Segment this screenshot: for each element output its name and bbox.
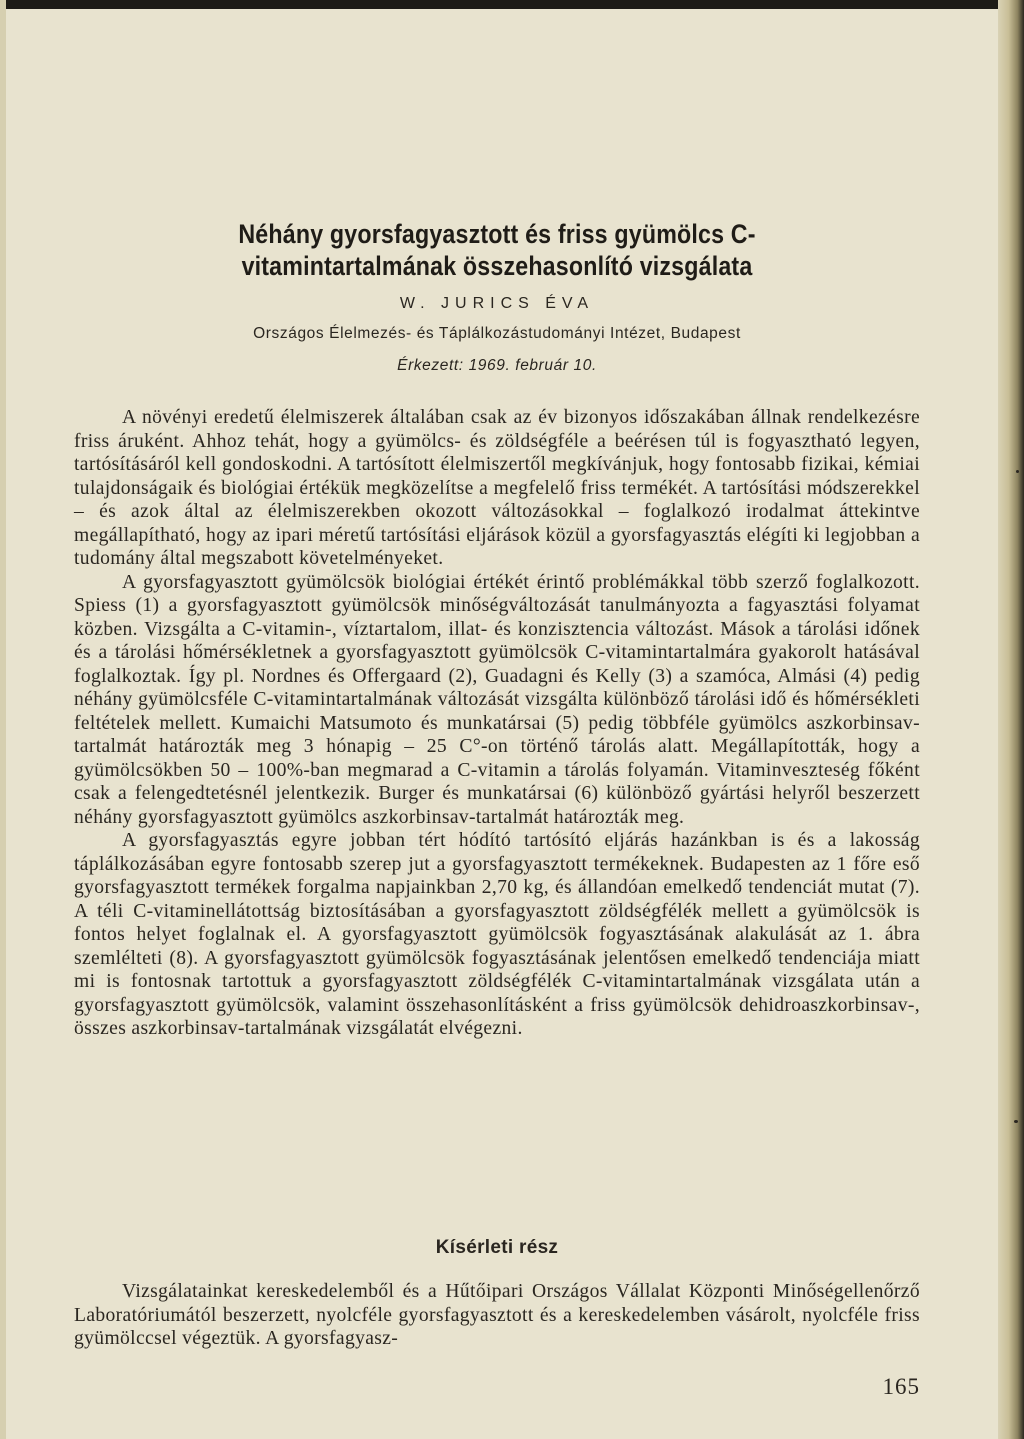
experimental-section — [74, 1280, 920, 1351]
affiliation-line: Országos Élelmezés- és Táplálkozástudományi Intézet, Budapest — [253, 325, 741, 342]
page-number: 165 — [882, 1374, 920, 1399]
author-line: W. JURICS ÉVA — [399, 295, 595, 312]
received-date: Érkezett: 1969. február 10. — [397, 357, 597, 374]
body-paragraph: A növényi eredetű élelmiszerek általában csak az év bizonyos időszakában állnak rendelkezésre friss áruként. Ahhoz tehát, hogy a gyümölcs- és zöldségféle a beérésen túl is fogyasztható legyen, tartósításáról kell gondoskodni. A tartósított élelmiszertől megkívánjuk, hogy fontosabb fizikai, kémiai tulajdonságaik és biológiai értékük megközelítse a megfelelő friss termékét. A tartósítási módszerekkel – és azok által az élelmiszerekben okozott változásokkal – foglalkozó irodalmat áttekintve megállapítható, hogy az ipari méretű tartósítási eljárások közül a gyorsfagyasztás elégíti ki legjobban a tudomány által megszabott követelményeket. — [74, 407, 920, 569]
body-paragraph: A gyorsfagyasztott gyümölcsök biológiai értékét érintő problémákkal több szerző foglalkozott. Spiess (1) a gyorsfagyasztott gyümölcsök minőségváltozását tanulmányozta a fagyasztási folyamat közben. Vizsgálta a C-vitamin-, víztartalom, illat- és konzisztencia változást. Mások a tárolási időnek és a tárolási hőmérsékletnek a gyorsfagyasztott gyümölcsök C-vitamintartalmára gyakorolt hatásával foglalkoztak. Így pl. Nordnes és Offergaard (2), Guadagni és Kelly (3) a szamóca, Almási (4) pedig néhány gyümölcsféle C-vitamintartalmának változását vizsgálta különböző tárolási idő és hőmérsékleti feltételek mellett. Kumaichi Matsumoto és munkatársai (5) pedig többféle gyümölcs aszkorbinsav-tartalmát határozták meg 3 hónapig – 25 C°-on történő tárolás alatt. Megállapították, hogy a gyümölcsökben 50 – 100%-ban megmarad a C-vitamin a tárolás folyamán. Vitaminveszteség főként csak a felengedtetésnél jelentkezik. Burger és munkatársai (6) különböző gyártási helyről beszerzett néhány gyorsfagyasztott gyümölcs aszkorbinsav-tartalmát határozták meg. — [74, 571, 920, 828]
body-paragraph: A gyorsfagyasztás egyre jobban tért hódító tartósító eljárás hazánkban is és a lakosság táplálkozásában egyre fontosabb szerep jut a gyorsfagyasztott termékeknek. Budapesten az 1 főre eső gyorsfagyasztott termékek forgalma napjainkban 2,70 kg, és állandóan emelkedő tendenciát mutat (7). A téli C-vitaminellátottság biztosításában a gyorsfagyasztott zöldségfélék mellett a gyümölcsök is fontos helyet foglalnak el. A gyorsfagyasztott gyümölcsök fogyasztásának alakulását az 1. ábra szemlélteti (8). A gyorsfagyasztott gyümölcsök fogyasztásának jelentősen emelkedő tendenciája miatt mi is fontosnak tartottuk a gyorsfagyasztott zöldségfélék C-vitamintartalmának vizsgálata után a gyorsfagyasztott gyümölcsök, valamint összehasonlításként a friss gyümölcsök dehidroaszkorbinsav-, összes aszkorbinsav-tartalmának vizsgálatát elvégezni. — [74, 830, 920, 1039]
body-paragraph: Vizsgálatainkat kereskedelemből és a Hűtőipari Országos Vállalat Központi Minőségellenőrző Laboratóriumától beszerzett, nyolcféle gyorsfagyasztott és a kereskedelemben vásárolt, nyolcféle friss gyümölccsel végeztük. A gyorsfagyasz- — [74, 1281, 920, 1349]
speck-mark — [1014, 1120, 1018, 1123]
top-edge-rule — [0, 0, 1024, 9]
intro-section — [74, 406, 920, 1041]
article-title: Néhány gyorsfagyasztott és friss gyümölcs C-vitamintartalmának összehasonlító vizsgálata — [238, 219, 756, 281]
speck-mark — [1016, 470, 1019, 473]
section-heading: Kísérleti rész — [435, 1237, 559, 1258]
left-page-edge — [0, 0, 6, 1439]
right-page-edge — [998, 0, 1024, 1439]
